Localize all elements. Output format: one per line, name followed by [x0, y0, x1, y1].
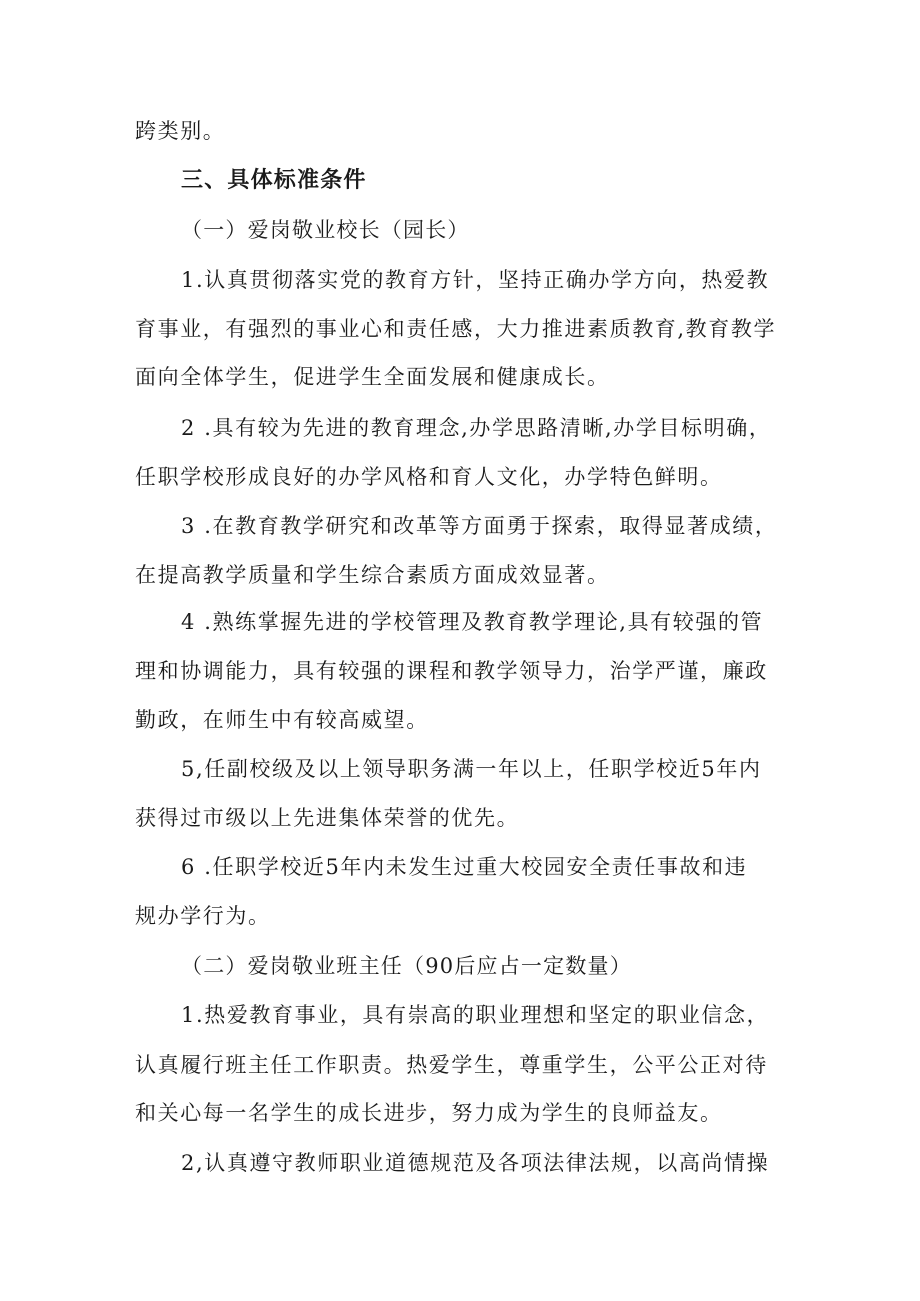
paragraph-line: 规办学行为。 [135, 904, 271, 928]
paragraph-line: 认真履行班主任工作职责。热爱学生，尊重学生，公平公正对待 [135, 1053, 768, 1077]
paragraph-line: 2 .具有较为先进的教育理念,办学思路清晰,办学目标明确， [181, 416, 772, 440]
paragraph-line: 1.热爱教育事业，具有崇高的职业理想和坚定的职业信念， [181, 1003, 770, 1027]
paragraph-line: 勤政，在师生中有较高威望。 [135, 708, 429, 732]
subsection-heading: （二）爱岗敬业班主任（90后应占一定数量） [181, 954, 632, 978]
paragraph-line: 理和协调能力，具有较强的课程和教学领导力，治学严谨，廉政 [135, 659, 768, 683]
paragraph-line: 4 .熟练掌握先进的学校管理及教育教学理论,具有较强的管 [181, 610, 764, 634]
paragraph-line: 5,任副校级及以上领导职务满一年以上，任职学校近5年内 [181, 757, 762, 781]
paragraph-line: 6 .任职学校近5年内未发生过重大校园安全责任事故和违 [181, 855, 748, 879]
paragraph-line: 在提高教学质量和学生综合素质方面成效显著。 [135, 563, 610, 587]
paragraph-line: 面向全体学生，促进学生全面发展和健康成长。 [135, 365, 610, 389]
paragraph-line: 跨类别。 [135, 119, 226, 143]
section-heading: 三、具体标准条件 [181, 168, 367, 193]
paragraph-line: 1.认真贯彻落实党的教育方针，坚持正确办学方向，热爱教 [181, 268, 770, 292]
paragraph-line: 获得过市级以上先进集体荣誉的优先。 [135, 806, 520, 830]
paragraph-line: 3 .在教育教学研究和改革等方面勇于探索，取得显著成绩， [181, 514, 778, 538]
subsection-heading: （一）爱岗敬业校长（园长） [181, 218, 470, 242]
paragraph-line: 2,认真遵守教师职业道德规范及各项法律法规，以高尚情操 [181, 1151, 770, 1175]
paragraph-line: 育事业，有强烈的事业心和责任感，大力推进素质教育,教育教学 [135, 317, 777, 341]
paragraph-line: 任职学校形成良好的办学风格和育人文化，办学特色鲜明。 [135, 465, 723, 489]
paragraph-line: 和关心每一名学生的成长进步，努力成为学生的良师益友。 [135, 1101, 723, 1125]
